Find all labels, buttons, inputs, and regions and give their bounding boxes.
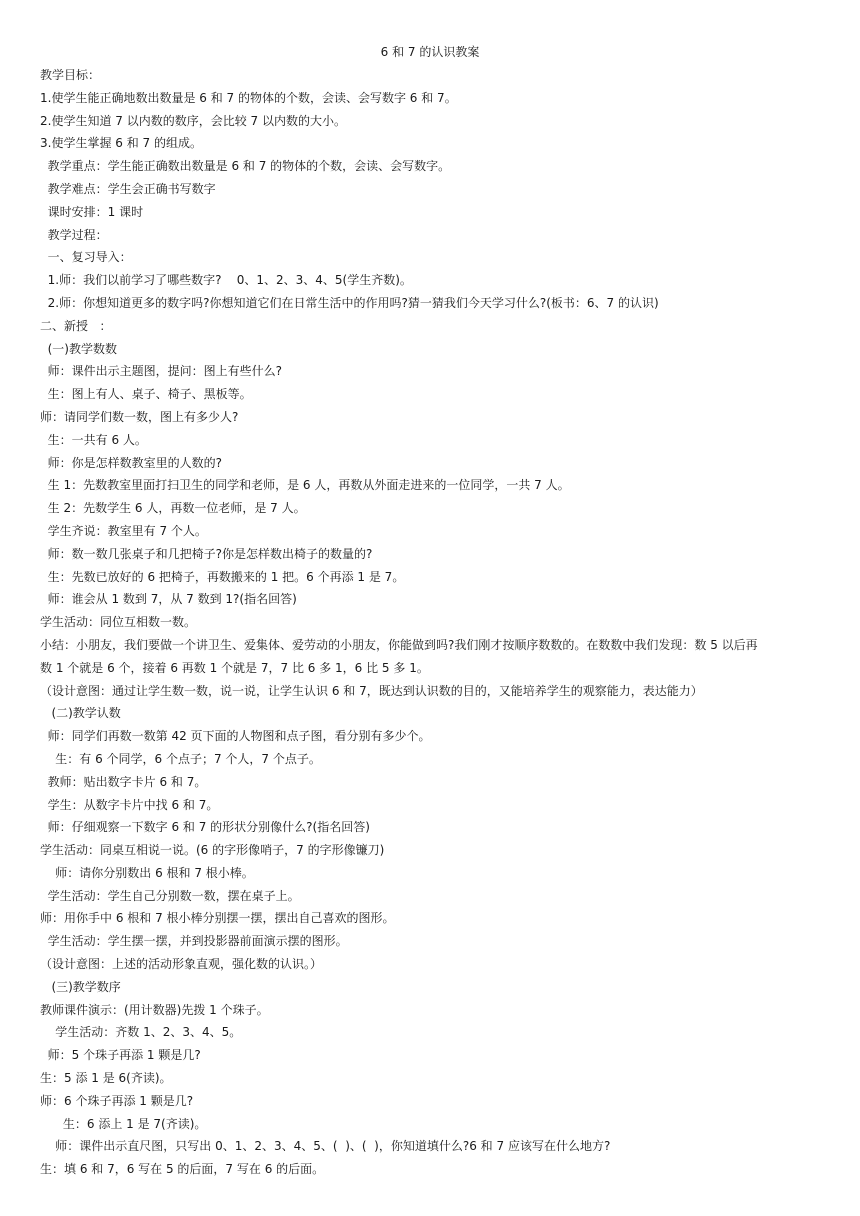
text-line: 教学目标： — [40, 68, 101, 82]
text-line: 3.使学生掌握 6 和 7 的组成。 — [40, 136, 202, 151]
text-line: （设计意图：通过让学生数一数，说一说，让学生认识 6 和 7，既达到认识数的目的，又能培养学生的观察能力，表达能力） — [40, 683, 703, 698]
text-line: 课时安排：1 课时 — [40, 204, 144, 219]
text-line: 生：图上有人、桌子、椅子、黑板等。 — [40, 387, 252, 402]
text-line: 教学重点：学生能正确数出数量是 6 和 7 的物体的个数，会读、会写数字。 — [40, 159, 451, 174]
text-line: 师：课件出示直尺图，只写出 0、1、2、3、4、5、( )、( )，你知道填什么?6 和 7 应该写在什么地方? — [40, 1139, 611, 1154]
text-line: 生：填 6 和 7，6 写在 5 的后面，7 写在 6 的后面。 — [40, 1162, 325, 1177]
text-line: (二)教学认数 — [40, 706, 121, 721]
text-line: 学生活动：学生自己分别数一数，摆在桌子上。 — [40, 888, 300, 903]
document-title: 6 和 7 的认识教案 — [380, 45, 480, 59]
text-line: 学生活动：齐数 1、2、3、4、5。 — [40, 1025, 242, 1040]
text-line: 1.师：我们以前学习了哪些数字? 0、1、2、3、4、5(学生齐数)。 — [40, 273, 412, 288]
text-line: 教学过程： — [40, 227, 108, 242]
text-line: 生：先数已放好的 6 把椅子，再数搬来的 1 把。6 个再添 1 是 7。 — [40, 569, 405, 584]
text-line: 学生齐说：教室里有 7 个人。 — [40, 523, 207, 538]
text-line: 小结：小朋友，我们要做一个讲卫生、爱集体、爱劳动的小朋友，你能做到吗?我们刚才按顺序数数的。在数数中我们发现：数 5 以后再 — [40, 637, 758, 652]
text-line: 教学难点：学生会正确书写数字 — [40, 181, 216, 196]
text-line: 生 1：先数教室里面打扫卫生的同学和老师，是 6 人，再数从外面走进来的一位同学，一共 7 人。 — [40, 478, 570, 493]
text-line: 师：数一数几张桌子和几把椅子?你是怎样数出椅子的数量的? — [40, 546, 373, 561]
text-line: （设计意图：上述的活动形象直观，强化数的认识。） — [40, 957, 323, 972]
document-body — [40, 64, 840, 1181]
text-line: 师：用你手中 6 根和 7 根小棒分别摆一摆，摆出自己喜欢的图形。 — [40, 911, 395, 926]
text-line: 1.使学生能正确地数出数量是 6 和 7 的物体的个数，会读、会写数字 6 和 7。 — [40, 90, 457, 105]
text-line: 师：5 个珠子再添 1 颗是几? — [40, 1048, 201, 1063]
text-line: 生：有 6 个同学，6 个点子；7 个人，7 个点子。 — [40, 751, 321, 766]
text-line: 生：6 添上 1 是 7(齐读)。 — [40, 1116, 207, 1131]
text-line: 学生活动：同位互相数一数。 — [40, 615, 197, 630]
text-line: 教师：贴出数字卡片 6 和 7。 — [40, 774, 207, 789]
text-line: 数 1 个就是 6 个，接着 6 再数 1 个就是 7，7 比 6 多 1，6 比 5 多 1。 — [40, 660, 429, 675]
text-line: 2.使学生知道 7 以内数的数序，会比较 7 以内数的大小。 — [40, 113, 346, 128]
text-line: 学生：从数字卡片中找 6 和 7。 — [40, 797, 219, 812]
text-line: 师：6 个珠子再添 1 颗是几? — [40, 1093, 194, 1108]
text-line: 师：同学们再数一数第 42 页下面的人物图和点子图，看分别有多少个。 — [40, 729, 431, 744]
text-line: 教师课件演示：(用计数器)先拨 1 个珠子。 — [40, 1002, 269, 1017]
text-line: (一)教学数数 — [40, 341, 117, 356]
text-line: 2.师：你想知道更多的数字吗?你想知道它们在日常生活中的作用吗?猜一猜我们今天学习什么?(板书：6、7 的认识) — [40, 295, 659, 310]
text-line: 二、新授 ： — [40, 318, 112, 333]
text-line: 师：谁会从 1 数到 7，从 7 数到 1?(指名回答) — [40, 592, 297, 607]
text-line: 生：一共有 6 人。 — [40, 432, 147, 447]
text-line: 师：你是怎样数教室里的人数的? — [40, 455, 222, 470]
text-line: 生 2：先数学生 6 人，再数一位老师，是 7 人。 — [40, 501, 306, 516]
text-line: 师：仔细观察一下数字 6 和 7 的形状分别像什么?(指名回答) — [40, 820, 370, 835]
text-line: 学生活动：学生摆一摆，并到投影器前面演示摆的图形。 — [40, 934, 348, 949]
text-line: 师：课件出示主题图，提问：图上有些什么? — [40, 364, 282, 379]
text-line: 生：5 添 1 是 6(齐读)。 — [40, 1071, 172, 1086]
text-line: 师：请同学们数一数，图上有多少人? — [40, 409, 239, 424]
text-line: 学生活动：同桌互相说一说。(6 的字形像哨子，7 的字形像镰刀) — [40, 843, 385, 858]
text-line: (三)教学数序 — [40, 979, 121, 994]
text-line: 一、复习导入： — [40, 250, 132, 265]
text-line: 师：请你分别数出 6 根和 7 根小棒。 — [40, 865, 254, 880]
